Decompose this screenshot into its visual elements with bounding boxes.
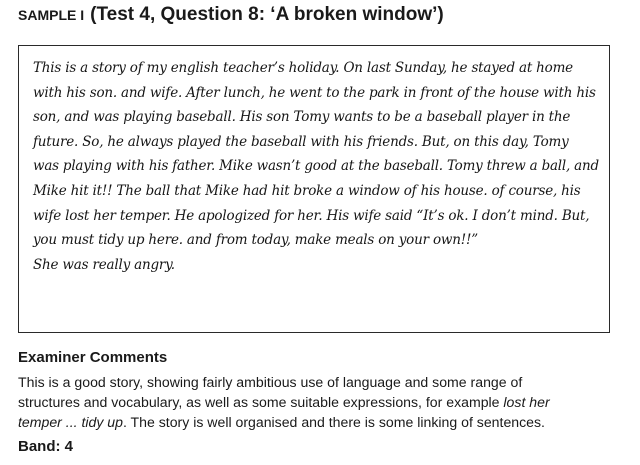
- comment-text: . The story is well organised and there is some linking of sentences.: [122, 415, 545, 431]
- comment-line: [18, 373, 624, 393]
- comment-line: [18, 393, 624, 413]
- comment-line: [18, 413, 624, 433]
- essay-line: wife lost her temper. He apologized for her. His wife said “It’s ok. I don’t mind. But,: [33, 207, 590, 224]
- essay-line: you must tidy up here. and from today, make meals on your own!!”: [33, 232, 478, 249]
- comment-emphasis: temper ... tidy up: [18, 415, 123, 431]
- essay-line: with his son. and wife. After lunch, he went to the park in front of the house with his: [33, 84, 596, 101]
- essay-line: future. So, he always played the baseball with his friends. But, on this day, Tomy: [33, 133, 569, 150]
- sample-header: [18, 4, 628, 36]
- sample-title: (Test 4, Question 8: ‘A broken window’): [90, 4, 444, 25]
- comment-text: structures and vocabulary, as well as some suitable expressions, for example: [18, 395, 504, 411]
- essay-line: son, and was playing baseball. His son Tomy wants to be a baseball player in the: [33, 109, 571, 126]
- comment-emphasis: lost her: [503, 395, 550, 411]
- essay-line: Mike hit it!! The ball that Mike had hit broke a window of his house. of course, his: [33, 182, 581, 199]
- comment-text: This is a good story, showing fairly ambitious use of language and some range of: [18, 375, 523, 391]
- sample-label: SAMPLE I: [18, 7, 85, 23]
- band-score: Band: 4: [18, 438, 74, 455]
- examiner-comments-text: [18, 373, 628, 433]
- essay-line: She was really angry.: [33, 256, 175, 273]
- examiner-comments-heading: Examiner Comments: [18, 349, 168, 366]
- essay-box: [18, 45, 610, 333]
- essay-text: [33, 56, 603, 277]
- essay-line: was playing with his father. Mike wasn’t good at the baseball. Tomy threw a ball, and: [33, 158, 599, 175]
- essay-line: This is a story of my english teacher’s holiday. On last Sunday, he stayed at home: [33, 60, 573, 76]
